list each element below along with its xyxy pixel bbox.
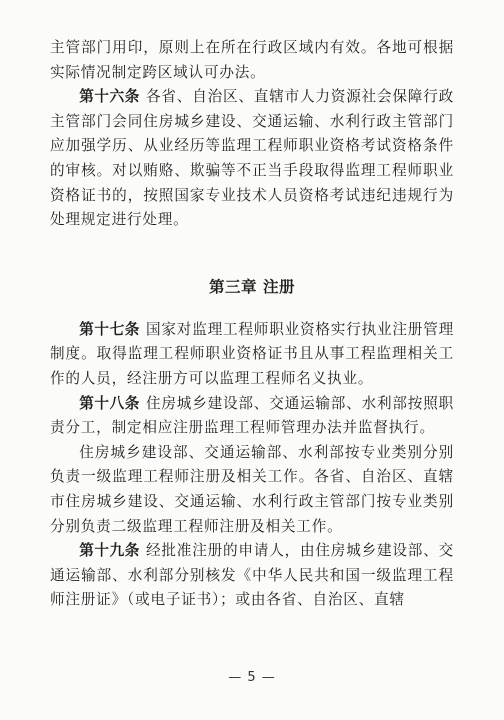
chapter-name: 注册: [263, 277, 296, 296]
article-19: [50, 539, 454, 613]
paragraph-intro: 主管部门用印，原则上在所在行政区域内有效。各地可根据实际情况制定跨区域认可办法。: [50, 39, 454, 81]
article-17-label: 第十七条: [79, 320, 140, 338]
article-18-text: 住房城乡建设部、交通运输部、水利部按照职责分工，制定相应注册监理工程师管理办法并监督执行。: [50, 394, 454, 437]
article-18-label: 第十八条: [79, 394, 140, 412]
article-16-label: 第十六条: [79, 88, 140, 106]
article-16: [50, 85, 454, 233]
chapter-heading: [50, 275, 454, 299]
article-19-label: 第十九条: [79, 542, 140, 560]
article-17-text: 国家对监理工程师职业资格实行执业注册管理制度。取得监理工程师职业资格证书且从事工程监理相关工作的人员，经注册方可以监理工程师名义执业。: [50, 320, 454, 387]
article-19-text: 经批准注册的申请人，由住房城乡建设部、交通运输部、水利部分别核发《中华人民共和国一级监理工程师注册证》（或电子证书）；或由各省、自治区、直辖: [50, 542, 454, 609]
chapter-number: 第三章: [208, 277, 257, 296]
article-18-paragraph-2: 住房城乡建设部、交通运输部、水利部按专业类别分别负责一级监理工程师注册及相关工作。各省、自治区、直辖市住房城乡建设、交通运输、水利行政主管部门按专业类别分别负责二级监理工程师注册及相关工作。: [50, 443, 454, 535]
page-content: [50, 36, 454, 613]
article-18: [50, 392, 454, 441]
page-number: — 5 —: [228, 670, 276, 685]
article-17: [50, 318, 454, 392]
article-16-text: 各省、自治区、直辖市人力资源社会保障行政主管部门会同住房城乡建设、交通运输、水利行政主管部门应加强学历、从业经历等监理工程师职业资格考试资格条件的审核。对以贿赂、欺骗等不正当手段取得监理工程师职业资格证书的，按照国家专业技术人员资格考试违纪违规行为处理规定进行处理。: [50, 88, 454, 229]
